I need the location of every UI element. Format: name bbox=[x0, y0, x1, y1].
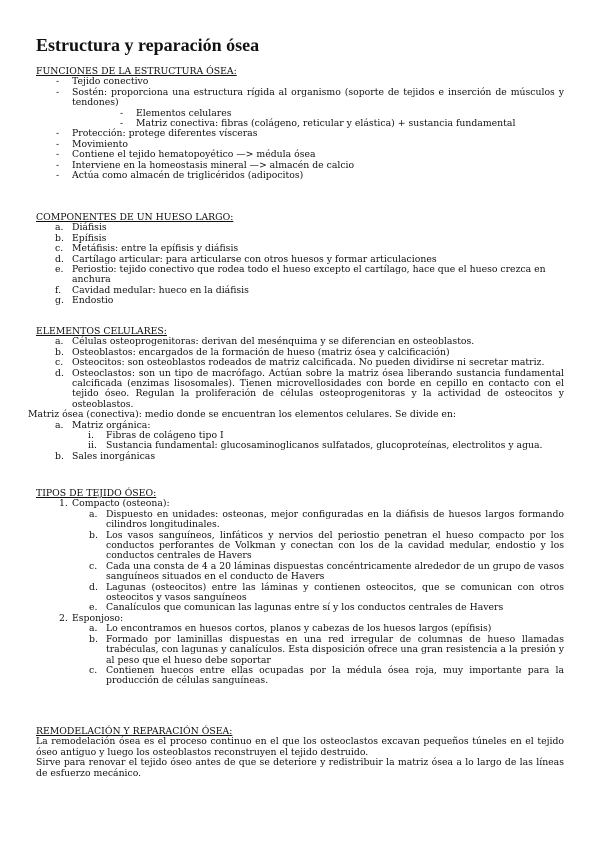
matriz-intro: Matriz ósea (conectiva): medio donde se encuentran los elementos celulares. Se divide en: bbox=[28, 409, 457, 421]
elementos-list bbox=[36, 337, 564, 410]
section-heading: REMODELACIÓN Y REPARACIÓN ÓSEA: bbox=[36, 726, 233, 737]
section-heading: TIPOS DE TEJIDO ÓSEO: bbox=[36, 488, 157, 499]
list-item: b. Formado por laminillas dispuestas en una red irregular de columnas de hueso llamadas trabéculas, con lagunas y canalículos. Esta disposición ofrece una gran resistencia a la presión y al peso que el hueso debe soportar bbox=[89, 633, 564, 666]
list-item: - Contiene el tejido hematopoyético —> médula ósea bbox=[56, 149, 316, 161]
list-item: ii. Sustancia fundamental: glucosaminoglicanos sulfatados, glucoproteínas, electrolitos y agua. bbox=[88, 440, 543, 452]
list-item: a. Diáfisis bbox=[55, 222, 107, 234]
list-item: b. Los vasos sanguíneos, linfáticos y nervios del periostio penetran el hueso compacto por los conductos perforantes de Volkman y conectan con los de la cavidad medular, endostio y los conductos centrales de Havers bbox=[89, 529, 564, 562]
list-item: - Movimiento bbox=[56, 138, 128, 150]
page-title: Estructura y reparación ósea bbox=[36, 35, 260, 55]
section-componentes bbox=[36, 213, 564, 307]
list-item: f. Cavidad medular: hueco en la diáfisis bbox=[55, 284, 249, 296]
tipos-list bbox=[36, 499, 564, 686]
list-item: c. Cada una consta de 4 a 20 láminas dispuestas concéntricamente alrededor de un grupo de vasos sanguíneos situados en el conducto de Havers bbox=[89, 560, 564, 583]
section-heading: COMPONENTES DE UN HUESO LARGO: bbox=[36, 212, 234, 223]
list-item: - Interviene en la homeostasis mineral —> almacén de calcio bbox=[56, 159, 355, 171]
list-item: a. Lo encontramos en huesos cortos, planos y cabezas de los huesos largos (epífisis) bbox=[89, 623, 492, 635]
list-item: - Protección: protege diferentes vísceras bbox=[56, 128, 258, 140]
list-item: a. Dispuesto en unidades: osteonas, mejor configuradas en la diáfisis de huesos largos formando cilindros longitudinales. bbox=[89, 508, 564, 531]
funciones-list bbox=[36, 77, 564, 181]
section-remodelacion bbox=[36, 727, 564, 779]
list-item: b. Osteoblastos: encargados de la formación de hueso (matriz ósea y calcificación) bbox=[55, 346, 450, 358]
list-item: e. Canalículos que comunican las lagunas entre sí y los conductos centrales de Havers bbox=[89, 602, 504, 614]
list-item: 1. Compacto (osteona): bbox=[59, 498, 170, 510]
list-item: a. Células osteoprogenitoras: derivan del mesénquima y se diferencian en osteoblastos. bbox=[55, 336, 475, 348]
list-item: - Elementos celulares bbox=[120, 107, 232, 119]
list-item: - Actúa como almacén de triglicéridos (adipocitos) bbox=[56, 170, 304, 182]
section-funciones bbox=[36, 67, 564, 181]
list-item: c. Contienen huecos entre ellas ocupadas por la médula ósea roja, muy importante para la producción de células sanguíneas. bbox=[89, 664, 564, 687]
list-item: c. Osteocitos: son osteoblastos rodeados de matriz calcificada. No pueden dividirse ni secretar matriz. bbox=[55, 357, 545, 369]
list-item: b. Epífisis bbox=[55, 232, 107, 244]
paragraph: La remodelación ósea es el proceso continuo en el que los osteoclastos excavan pequeños túneles en el tejido óseo antiguo y luego los osteoblastos reconstruyen el tejido destruido. bbox=[36, 736, 564, 758]
list-item: - Sostén: proporciona una estructura rígida al organismo (soporte de tejidos e inserción de músculos y tendones) bbox=[56, 86, 564, 109]
section-heading: FUNCIONES DE LA ESTRUCTURA ÓSEA: bbox=[36, 66, 237, 77]
list-item: - Matriz conectiva: fibras (colágeno, reticular y elástica) + sustancia fundamental bbox=[120, 118, 516, 130]
matriz-list bbox=[36, 421, 564, 463]
section-heading: ELEMENTOS CELULARES: bbox=[36, 326, 167, 337]
list-item: a. Matriz orgánica: bbox=[55, 419, 151, 431]
list-item: d. Cartílago articular: para articularse con otros huesos y formar articulaciones bbox=[55, 253, 437, 265]
section-tipos bbox=[36, 489, 564, 687]
list-item: - Tejido conectivo bbox=[56, 76, 149, 88]
list-item: b. Sales inorgánicas bbox=[55, 450, 156, 462]
list-item: i. Fibras de colágeno tipo I bbox=[88, 430, 224, 442]
paragraph: Sirve para renovar el tejido óseo antes de que se deteriore y redistribuir la matriz ósea a lo largo de las líneas de esfuerzo mecánico. bbox=[36, 757, 564, 779]
list-item: 2. Esponjoso: bbox=[59, 612, 124, 624]
list-item: d. Osteoclastos: son un tipo de macrófago. Actúan sobre la matriz ósea liberando sustancia fundamental calcificada (enzimas lisosomales). Tienen microvellosidades con borde en cepillo en contacto con el tejido óseo. Regulan la proliferación de células osteoprogenitoras y la actividad de osteocitos y osteoblastos. bbox=[55, 367, 564, 410]
list-item: e. Periostio: tejido conectivo que rodea todo el hueso excepto el cartílago, hace que el hueso crezca en anchura bbox=[55, 264, 546, 286]
list-item: g. Endostio bbox=[55, 295, 114, 307]
section-elementos bbox=[28, 326, 564, 462]
list-item: c. Metáfisis: entre la epífisis y diáfisis bbox=[55, 243, 239, 255]
list-item: d. Lagunas (osteocitos) entre las láminas y contienen osteocitos, que se comunican con otros osteocitos y vasos sanguíneos bbox=[89, 581, 564, 604]
componentes-list bbox=[36, 223, 564, 306]
